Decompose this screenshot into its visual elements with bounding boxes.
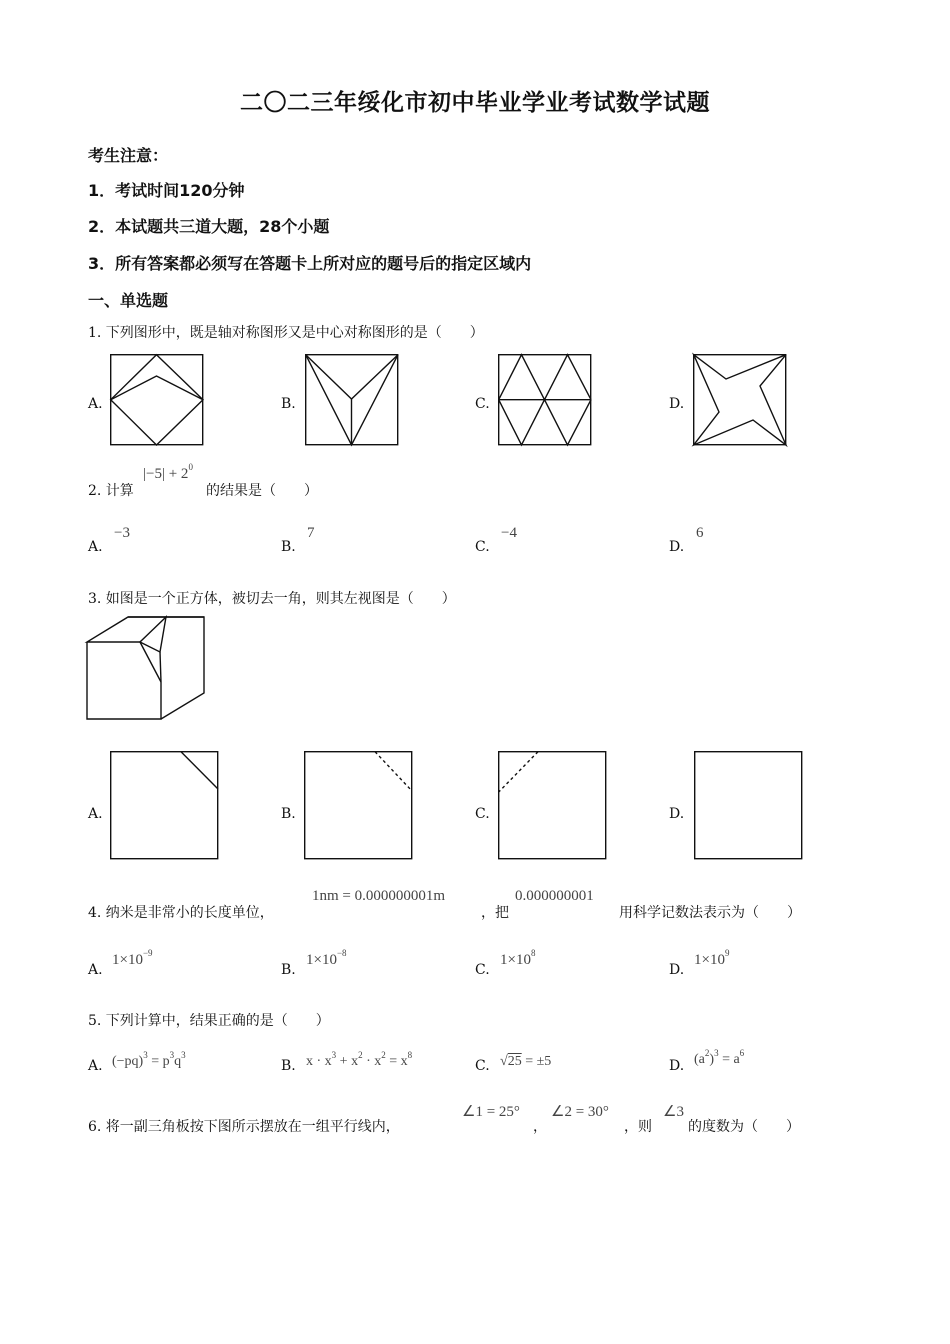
option-label-d: D.: [669, 396, 685, 412]
page-title: 二〇二三年绥化市初中毕业学业考试数学试题: [240, 90, 710, 116]
q1-figure-d: [693, 354, 787, 446]
option-label-b: B.: [281, 962, 296, 978]
question-2-suffix: 的结果是（ ）: [206, 483, 318, 499]
question-6-prefix: 6. 将一副三角板按下图所示摆放在一组平行线内，: [88, 1119, 400, 1135]
q5-option-c-value: √25 = ±5: [500, 1054, 552, 1069]
option-label-b: B.: [281, 1058, 296, 1074]
option-label-a: A.: [88, 962, 103, 978]
question-6-angle-1: ∠1 = 25°: [462, 1104, 520, 1120]
question-4-equation: 1nm = 0.000000001m: [312, 888, 446, 904]
option-label-d: D.: [669, 806, 685, 822]
question-2-prefix: 2. 计算: [88, 483, 134, 499]
q1-figure-b: [305, 354, 399, 446]
question-4-prefix: 4. 纳米是非常小的长度单位，: [88, 905, 274, 921]
q3-figure-b: [304, 751, 413, 860]
option-label-a: A.: [88, 539, 103, 555]
option-label-b: B.: [281, 806, 296, 822]
notice-item: 1．考试时间120分钟: [88, 181, 245, 200]
notice-item: 2．本试题共三道大题，28个小题: [88, 217, 330, 236]
question-2-expression: $|-5| + 2^0$: [143, 462, 193, 482]
question-5-text: 5. 下列计算中，结果正确的是（ ）: [88, 1013, 330, 1029]
q3-figure-a: [110, 751, 219, 860]
option-label-d: D.: [669, 539, 685, 555]
option-label-b: B.: [281, 539, 296, 555]
q4-option-b-value: $1\times 10^{-8}$: [306, 948, 347, 968]
q2-option-d-value: 6: [696, 525, 704, 541]
option-label-a: A.: [88, 806, 103, 822]
question-6-angle-3: ∠3: [663, 1104, 684, 1120]
option-label-c: C.: [475, 962, 490, 978]
q4-option-c-value: $1\times 10^8$: [500, 948, 536, 968]
question-6-separator: ，: [533, 1119, 547, 1135]
question-6-separator: ，则: [624, 1119, 652, 1135]
question-6-angle-2: ∠2 = 30°: [551, 1104, 609, 1120]
notice-heading: 考生注意：: [88, 146, 169, 165]
question-4-suffix: 用科学记数法表示为（ ）: [619, 905, 801, 921]
option-label-c: C.: [475, 396, 490, 412]
question-6-suffix: 的度数为（ ）: [688, 1119, 800, 1135]
q2-option-c-value: −4: [501, 525, 517, 541]
option-label-c: C.: [475, 539, 490, 555]
option-label-c: C.: [475, 806, 490, 822]
q1-figure-c: [498, 354, 592, 446]
section-heading: 一、单选题: [88, 291, 169, 310]
q5-option-a-value: $(-pq)^3 = p^3q^3$: [112, 1050, 186, 1069]
q2-option-a-value: −3: [114, 525, 130, 541]
option-label-c: C.: [475, 1058, 490, 1074]
q2-option-b-value: 7: [307, 525, 315, 541]
option-label-b: B.: [281, 396, 296, 412]
q3-figure-d: [694, 751, 803, 860]
q4-option-d-value: $1\times 10^9$: [694, 948, 730, 968]
option-label-a: A.: [88, 396, 103, 412]
q3-cube-figure: [86, 616, 206, 720]
q1-figure-a: [110, 354, 204, 446]
question-1-text: 1. 下列图形中，既是轴对称图形又是中心对称图形的是（ ）: [88, 325, 484, 341]
option-label-a: A.: [88, 1058, 103, 1074]
notice-item: 3．所有答案都必须写在答题卡上所对应的题号后的指定区域内: [88, 254, 532, 273]
question-3-text: 3. 如图是一个正方体，被切去一角，则其左视图是（ ）: [88, 591, 456, 607]
q4-option-a-value: $1\times 10^{-9}$: [112, 948, 153, 968]
option-label-d: D.: [669, 962, 685, 978]
option-label-d: D.: [669, 1058, 685, 1074]
q5-option-d-value: $(a^2)^3 = a^6$: [694, 1048, 745, 1067]
question-4-mid: ，把: [481, 905, 509, 921]
q5-option-b-value: $x \cdot x^3 + x^2 \cdot x^2 = x^8$: [306, 1050, 413, 1069]
question-4-number: 0.000000001: [515, 888, 594, 904]
q3-figure-c: [498, 751, 607, 860]
